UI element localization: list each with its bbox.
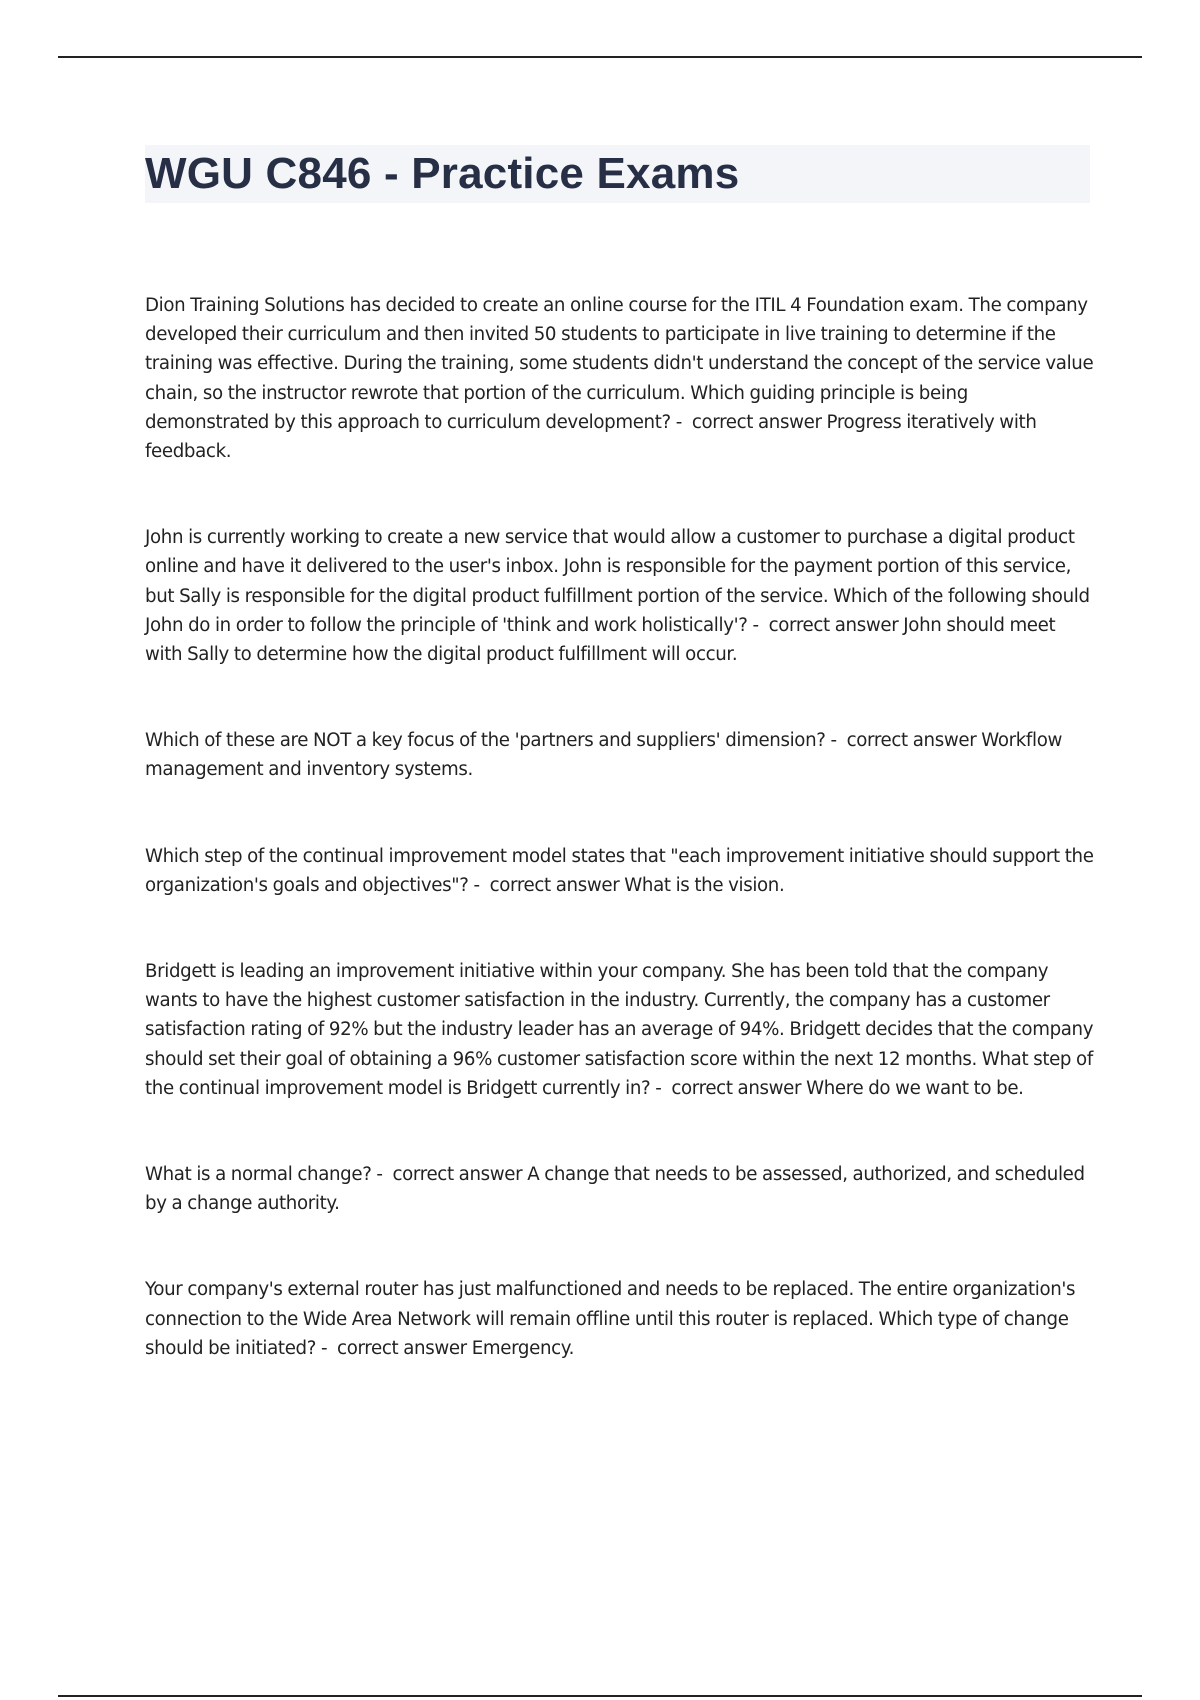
qa-item [145,842,1095,900]
answer-marker: - correct answer [747,614,904,636]
answer-marker: - correct answer [670,411,827,433]
answer-marker: - correct answer [468,874,625,896]
answer-text: Emergency. [471,1337,575,1359]
qa-item [145,1160,1095,1218]
qa-item [145,523,1095,669]
answer-text: Progress iteratively with feedback. [145,411,1037,463]
answer-marker: - correct answer [650,1077,807,1099]
header-rule [58,56,1142,58]
answer-marker: - correct answer [371,1164,528,1186]
question-text: Dion Training Solutions has decided to create an online course for the ITIL 4 Foundation exam. The company developed their curriculum and then invited 50 students to participate in live training to determine if the training was effective. During the training, some students didn't understand the concept of the service value chain, so the instructor rewrote that portion of the curriculum. Which guiding principle is being demonstrated by this approach to curriculum development? [145,295,1094,433]
footer-rule [58,1695,1142,1697]
answer-text: A change that needs to be assessed, authorized, and scheduled by a change authority. [145,1164,1085,1215]
answer-text: What is the vision. [624,874,785,896]
question-text: Which step of the continual improvement model states that "each improvement initiative should support the organization's goals and objectives"? [145,845,1094,896]
qa-item [145,1275,1095,1363]
question-text: Which of these are NOT a key focus of the 'partners and suppliers' dimension? [145,730,826,752]
answer-marker: - correct answer [316,1337,472,1359]
qa-item [145,957,1095,1103]
answer-text: Workflow management and inventory systems. [145,730,1062,781]
question-text: Bridgett is leading an improvement initiative within your company. She has been told that the company wants to have the highest customer satisfaction in the industry. Currently, the company has a customer satisfaction rating of 92% but the industry leader has an average of 94%. Bridgett decides that the company should set their goal of obtaining a 96% customer satisfaction score within the next 12 months. What step of the continual improvement model is Bridgett currently in? [145,961,1094,1099]
qa-item [145,726,1095,784]
document-title: WGU C846 - Practice Exams [145,149,740,198]
answer-text: Where do we want to be. [806,1077,1024,1099]
question-text: Your company's external router has just malfunctioned and needs to be replaced. The entire organization's connection to the Wide Area Network will remain offline until this router is replaced. Which type of change should be initiated? [145,1279,1076,1359]
question-list [145,291,1095,1420]
answer-marker: - correct answer [825,730,982,752]
question-text: John is currently working to create a new service that would allow a customer to purchase a digital product online and have it delivered to the user's inbox. John is responsible for the payment portion of this service, but Sally is responsible for the digital product fulfillment portion of the service. Which of the following should John do in order to follow the principle of 'think and work holistically'? [145,527,1090,636]
question-text: What is a normal change? [145,1164,372,1186]
answer-text: John should meet with Sally to determine how the digital product fulfillment will occur. [145,614,1056,666]
qa-item [145,291,1095,466]
